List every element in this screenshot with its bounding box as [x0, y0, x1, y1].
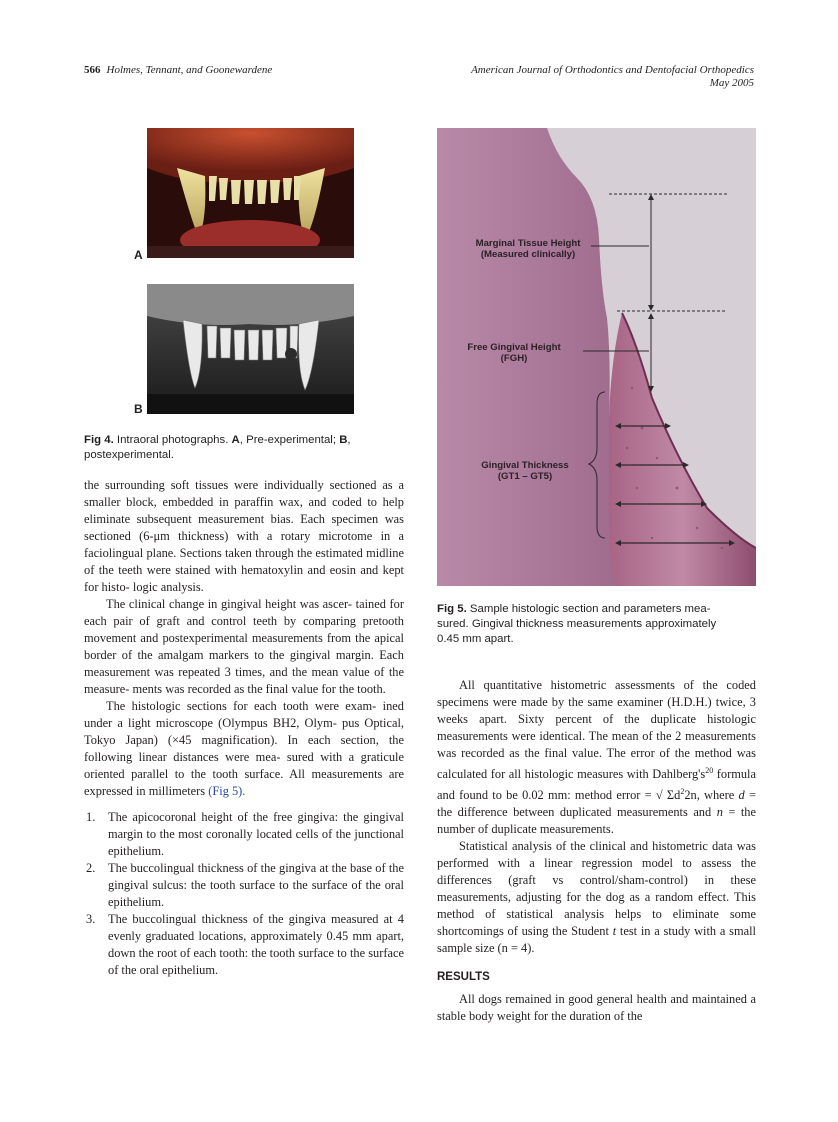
- paragraph: The clinical change in gingival height was ascer- tained for each pair of graft and control teeth by comparing pretooth movement and postexperimental measurements from the apical border of the amalgam markers to the gingival margin. Each measurement was repeated 3 times, and the mean value of the measure- ments was recorded as the final value for the tooth.: [84, 597, 405, 696]
- journal-issue: May 2005: [709, 77, 754, 89]
- authors: Holmes, Tennant, and Goonewardene: [106, 64, 273, 76]
- label-free-gingival-height: Free Gingival Height: [467, 342, 561, 353]
- fig5-histology-image: [437, 128, 756, 586]
- fig4-panel-b-letter: B: [134, 402, 143, 416]
- running-header-right: [471, 64, 754, 90]
- list-item: 3. The buccolingual thickness of the gingiva measured at 4 evenly graduated locations, approximately 0.45 mm apart, down the root of each tooth: the tooth surface to the surface of the oral epithelium.: [86, 912, 404, 977]
- paragraph: Statistical analysis of the clinical and histometric data was performed with a linear regression model to assess the differences (graft vs control/sham-control) in these measurements, adjusting for the dog as a random effect. This method of statistical analysis helps to eliminate some shortcomings of using the Student t test in a study with a small sample size (n = 4).: [437, 839, 756, 956]
- paragraph: the surrounding soft tissues were individually sectioned as a smaller block, embedded in paraffin wax, and coded to help eliminate subsequent measurement bias. Each specimen was sectioned (6-μm thickness) with a rotary microtome in a faciolingual plane. Sections taken through the estimated midline of the teeth were stained with hematoxylin and eosin and kept for histo- logic analysis.: [84, 478, 404, 594]
- fig5-caption-label: Fig 5.: [437, 603, 467, 615]
- reference-superscript: 20: [705, 766, 714, 775]
- left-column-text: [84, 477, 404, 979]
- fig4-panel-a-letter: A: [134, 248, 143, 262]
- fig5-caption: Fig 5. Sample histologic section and parameters mea- sured. Gingival thickness measurements approximately 0.45 mm apart.: [437, 603, 717, 645]
- label-fgh: (FGH): [500, 353, 528, 364]
- label-marginal-tissue-height: Marginal Tissue Height: [475, 238, 581, 249]
- running-header-left: [84, 64, 272, 77]
- fig4-photo-a: [147, 128, 354, 258]
- label-gingival-thickness: Gingival Thickness: [481, 460, 569, 471]
- results-heading: RESULTS: [437, 971, 490, 984]
- fig5-reference-link[interactable]: (Fig 5).: [208, 784, 246, 798]
- list-item: 2. The buccolingual thickness of the gingiva at the base of the gingival sulcus: the tooth surface to the surface of the oral epithelium.: [86, 861, 404, 909]
- fig4-caption: Fig 4. Intraoral photographs. A, Pre-experimental; B, postexperimental.: [84, 434, 351, 461]
- journal-name: American Journal of Orthodontics and Dentofacial Orthopedics: [471, 64, 754, 76]
- paragraph: All quantitative histometric assessments of the coded specimens were made by the same examiner (H.D.H.) twice, 3 weeks apart. Sixty percent of the duplicate histologic measurements were identical. The mean of the 2 measurements was recorded as the final value. The error of the method was calculated for all histologic measures with $Dahlberg's^{20}$ formula and found to be 0.02 mm: method error = √ $\Sigma d^22n$, where d = the difference between duplicated measurements and n = the number of duplicate measurements.: [437, 678, 756, 837]
- label-measured-clinically: (Measured clinically): [480, 249, 576, 260]
- page-number: 566: [84, 64, 101, 76]
- paragraph: All dogs remained in good general health and maintained a stable body weight for the duration of the: [437, 992, 756, 1024]
- paragraph: The histologic sections for each tooth were exam- ined under a light microscope (Olympus BH2, Olym- pus Optical, Tokyo Japan) (×45 magnification). In each section, the following linear distances were mea- sured with a graticule oriented parallel to the tooth surface. All measurements are expressed in millimeters (Fig 5).: [84, 699, 404, 798]
- fig4-photo-b: [147, 284, 354, 414]
- list-item: 1. The apicocoronal height of the free gingiva: the gingival margin to the most coronally located cells of the junctional epithelium.: [86, 810, 404, 858]
- label-gt1-gt5: (GT1 – GT5): [497, 471, 553, 482]
- fig4-caption-label: Fig 4.: [84, 434, 114, 446]
- right-column-text: [437, 677, 756, 1025]
